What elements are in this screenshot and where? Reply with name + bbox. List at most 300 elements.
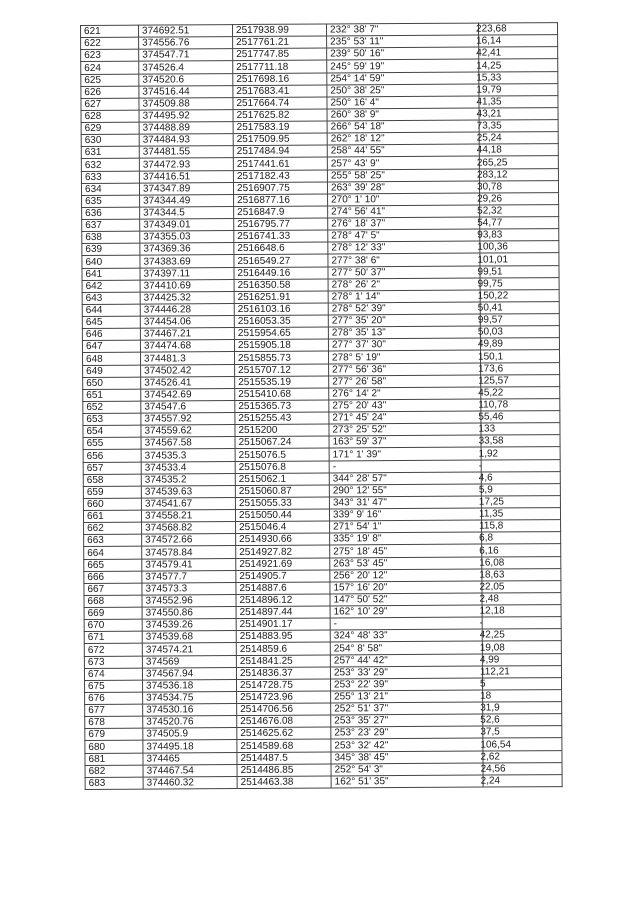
y-coordinate-cell: 2515410.68 xyxy=(235,388,329,401)
point-number-cell: 637 xyxy=(82,219,140,231)
distance-cell xyxy=(480,689,562,702)
point-number-cell: 633 xyxy=(81,171,139,183)
y-coordinate-cell: 2516549.27 xyxy=(234,254,328,267)
azimuth-cell: 250° 38' 25" xyxy=(327,84,479,97)
x-coordinate-cell: 374558.21 xyxy=(141,510,235,523)
y-coordinate-cell: 2514487.5 xyxy=(237,751,331,764)
point-number-cell: 651 xyxy=(83,389,141,401)
distance-value: 99,75 xyxy=(477,278,503,290)
azimuth-cell: 262° 18' 12" xyxy=(327,132,479,145)
azimuth-cell: 324° 48' 33" xyxy=(330,629,482,642)
y-coordinate-cell: 2514841.25 xyxy=(236,654,330,667)
y-coordinate-cell: 2514723.96 xyxy=(237,691,331,704)
azimuth-cell: 276° 14' 2" xyxy=(329,387,481,400)
distance-cell xyxy=(478,471,560,484)
x-coordinate-cell: 374484.93 xyxy=(139,134,233,147)
distance-value: 2,62 xyxy=(480,751,500,763)
y-coordinate-cell: 2514883.95 xyxy=(236,630,330,643)
azimuth-cell: 270° 1' 10" xyxy=(328,193,480,206)
point-number-cell: 626 xyxy=(81,86,139,98)
x-coordinate-cell: 374446.28 xyxy=(140,303,234,316)
y-coordinate-cell: 2514897.44 xyxy=(236,606,330,619)
azimuth-cell: 277° 38' 6" xyxy=(328,253,480,266)
distance-value: 50,03 xyxy=(477,326,503,338)
y-coordinate-cell: 2516053.35 xyxy=(234,315,328,328)
point-number-cell: 667 xyxy=(84,583,142,595)
distance-cell xyxy=(477,350,559,363)
azimuth-cell: 252° 51' 37" xyxy=(331,702,483,715)
y-coordinate-cell: 2514896.12 xyxy=(236,594,330,607)
azimuth-cell: 257° 44' 42" xyxy=(330,654,482,667)
y-coordinate-cell: 2514905.7 xyxy=(236,570,330,583)
y-coordinate-cell: 2515076.8 xyxy=(235,460,329,473)
distance-value: 52,6 xyxy=(480,714,500,726)
point-number-cell: 645 xyxy=(82,316,140,328)
distance-cell xyxy=(478,362,560,375)
distance-cell xyxy=(478,435,560,448)
y-coordinate-cell: 2516907.75 xyxy=(233,182,327,195)
y-coordinate-cell: 2516251.91 xyxy=(234,291,328,304)
y-coordinate-cell: 2514463.38 xyxy=(237,776,331,789)
distance-cell xyxy=(478,495,560,508)
x-coordinate-cell: 374474.68 xyxy=(140,340,234,353)
distance-value: 25,24 xyxy=(476,132,502,144)
point-number-cell: 628 xyxy=(81,110,139,122)
point-number-cell: 647 xyxy=(82,340,140,352)
distance-cell xyxy=(479,580,561,593)
x-coordinate-cell: 374692.51 xyxy=(139,25,233,38)
distance-value: 42,41 xyxy=(476,47,502,59)
distance-value: 37,5 xyxy=(480,726,500,738)
distance-cell xyxy=(479,605,561,618)
distance-cell xyxy=(479,556,561,569)
point-number-cell: 679 xyxy=(85,728,143,740)
distance-value: 33,58 xyxy=(478,435,504,447)
x-coordinate-cell: 374454.06 xyxy=(140,316,234,329)
point-number-cell: 644 xyxy=(82,304,140,316)
azimuth-cell: 271° 54' 1" xyxy=(330,520,482,533)
distance-cell xyxy=(480,702,562,715)
y-coordinate-cell: 2514676.08 xyxy=(237,715,331,728)
x-coordinate-cell: 374526.41 xyxy=(141,376,235,389)
distance-value: 22,05 xyxy=(479,581,505,593)
point-number-cell: 660 xyxy=(83,498,141,510)
distance-cell xyxy=(477,192,559,205)
distance-value: 150,22 xyxy=(477,290,509,302)
distance-value: - xyxy=(479,617,484,629)
point-number-cell: 658 xyxy=(83,474,141,486)
y-coordinate-cell: 2514927.82 xyxy=(236,545,330,558)
y-coordinate-cell: 2517509.95 xyxy=(233,133,327,146)
x-coordinate-cell: 374557.92 xyxy=(141,413,235,426)
y-coordinate-cell: 2515905.18 xyxy=(234,339,328,352)
distance-cell xyxy=(479,520,561,533)
x-coordinate-cell: 374556.76 xyxy=(139,37,233,50)
x-coordinate-cell: 374349.01 xyxy=(140,219,234,232)
x-coordinate-cell: 374534.75 xyxy=(143,691,237,704)
x-coordinate-cell: 374344.49 xyxy=(140,194,234,207)
azimuth-cell: 271° 45' 24" xyxy=(329,411,481,424)
point-number-cell: 621 xyxy=(81,25,139,37)
distance-cell xyxy=(477,301,559,314)
azimuth-cell: 335° 19' 8" xyxy=(330,532,482,545)
distance-value: 150,1 xyxy=(477,350,504,363)
y-coordinate-cell: 2515954.65 xyxy=(234,327,328,340)
distance-cell xyxy=(479,653,561,666)
y-coordinate-cell: 2516795.77 xyxy=(234,218,328,231)
y-coordinate-cell: 2514728.75 xyxy=(236,679,330,692)
azimuth-cell: 157° 16' 20" xyxy=(330,581,482,594)
distance-value: 17,25 xyxy=(478,496,504,508)
distance-cell xyxy=(476,71,558,84)
distance-cell xyxy=(477,217,559,230)
distance-cell xyxy=(476,107,558,120)
point-number-cell: 656 xyxy=(83,450,141,462)
x-coordinate-cell: 374539.63 xyxy=(141,485,235,498)
point-number-cell: 635 xyxy=(82,195,140,207)
azimuth-cell: 278° 26' 2" xyxy=(328,278,480,291)
x-coordinate-cell: 374547.6 xyxy=(141,400,235,413)
x-coordinate-cell: 374533.4 xyxy=(141,461,235,474)
point-number-cell: 665 xyxy=(84,559,142,571)
distance-value: 16,08 xyxy=(479,557,505,569)
distance-cell xyxy=(480,738,562,751)
point-number-cell: 653 xyxy=(83,413,141,425)
x-coordinate-cell: 374541.67 xyxy=(141,497,235,510)
azimuth-cell: 254° 8' 58" xyxy=(330,641,482,654)
azimuth-cell: 250° 16' 4" xyxy=(327,96,479,109)
distance-cell xyxy=(476,156,558,169)
distance-value: 133 xyxy=(478,423,496,435)
distance-value: 16,14 xyxy=(476,35,502,47)
distance-value: 283,12 xyxy=(476,169,508,181)
distance-cell xyxy=(476,144,558,157)
distance-value: 43,21 xyxy=(476,108,502,120)
distance-cell xyxy=(479,629,561,642)
x-coordinate-cell: 374569 xyxy=(142,655,236,668)
point-number-cell: 648 xyxy=(83,353,141,365)
distance-cell xyxy=(477,277,559,290)
distance-cell xyxy=(480,726,562,739)
distance-cell xyxy=(479,677,561,690)
azimuth-cell: 278° 1' 14" xyxy=(328,290,480,303)
distance-value: 29,26 xyxy=(477,193,503,205)
point-number-cell: 630 xyxy=(81,134,139,146)
azimuth-cell: 253° 23' 29" xyxy=(331,726,483,739)
x-coordinate-cell: 374509.88 xyxy=(139,97,233,110)
distance-value: 42,25 xyxy=(479,629,505,641)
x-coordinate-cell: 374383.69 xyxy=(140,255,234,268)
distance-cell xyxy=(480,774,562,787)
x-coordinate-cell: 374460.32 xyxy=(143,776,237,789)
y-coordinate-cell: 2516648.6 xyxy=(234,242,328,255)
point-number-cell: 655 xyxy=(83,437,141,449)
x-coordinate-cell: 374369.36 xyxy=(140,243,234,256)
distance-value: 50,41 xyxy=(477,302,503,314)
distance-value: 18 xyxy=(480,690,492,702)
x-coordinate-cell: 374550.86 xyxy=(142,607,236,620)
point-number-cell: 678 xyxy=(85,716,143,728)
y-coordinate-cell: 2514901.17 xyxy=(236,618,330,631)
x-coordinate-cell: 374552.96 xyxy=(142,594,236,607)
distance-value: 55,46 xyxy=(478,411,504,423)
x-coordinate-cell: 374467.21 xyxy=(140,328,234,341)
distance-cell xyxy=(477,289,559,302)
azimuth-cell: 258° 44' 55" xyxy=(327,144,479,157)
distance-value: 110,78 xyxy=(478,399,509,411)
distance-value: 31,9 xyxy=(480,702,500,714)
point-number-cell: 659 xyxy=(83,486,141,498)
distance-cell xyxy=(477,241,559,254)
azimuth-cell: 277° 26' 58" xyxy=(329,375,481,388)
distance-cell xyxy=(478,508,560,521)
point-number-cell: 634 xyxy=(81,183,139,195)
azimuth-cell: 147° 50' 52" xyxy=(330,593,482,606)
distance-value: 99,51 xyxy=(477,266,503,278)
azimuth-cell: 253° 22' 39" xyxy=(330,678,482,691)
distance-value: 15,33 xyxy=(476,72,502,84)
point-number-cell: 636 xyxy=(82,207,140,219)
azimuth-cell: - xyxy=(330,617,482,630)
y-coordinate-cell: 2517664.74 xyxy=(233,97,327,110)
y-coordinate-cell: 2515076.5 xyxy=(235,448,329,461)
x-coordinate-cell: 374472.93 xyxy=(139,158,233,171)
point-number-cell: 632 xyxy=(81,159,139,171)
y-coordinate-cell: 2517182.43 xyxy=(233,169,327,182)
point-number-cell: 622 xyxy=(81,37,139,49)
x-coordinate-cell: 374539.26 xyxy=(142,619,236,632)
x-coordinate-cell: 374526.4 xyxy=(139,61,233,74)
azimuth-cell: 339° 9' 16" xyxy=(329,508,481,521)
point-number-cell: 649 xyxy=(83,365,141,377)
y-coordinate-cell: 2517625.82 xyxy=(233,109,327,122)
distance-cell xyxy=(476,180,558,193)
distance-cell xyxy=(480,714,562,727)
azimuth-cell: 275° 20' 43" xyxy=(329,399,481,412)
distance-value: 112,21 xyxy=(479,666,510,678)
azimuth-cell: 275° 18' 45" xyxy=(330,544,482,557)
distance-value: 4,99 xyxy=(479,654,500,666)
azimuth-cell: 276° 18' 37" xyxy=(328,217,480,230)
distance-cell xyxy=(477,204,559,217)
y-coordinate-cell: 2515255.43 xyxy=(235,412,329,425)
y-coordinate-cell: 2517683.41 xyxy=(233,85,327,98)
point-number-cell: 662 xyxy=(84,522,142,534)
distance-value: 18,63 xyxy=(479,569,505,581)
x-coordinate-cell: 374355.03 xyxy=(140,231,234,244)
azimuth-cell: 273° 25' 52" xyxy=(329,423,481,436)
distance-value: 173,6 xyxy=(478,363,504,375)
point-number-cell: 627 xyxy=(81,98,139,110)
point-number-cell: 657 xyxy=(83,462,141,474)
y-coordinate-cell: 2514921.69 xyxy=(236,557,330,570)
azimuth-cell: 277° 35' 20" xyxy=(328,314,480,327)
y-coordinate-cell: 2515535.19 xyxy=(235,376,329,389)
azimuth-cell: 232° 38' 7" xyxy=(326,23,478,36)
distance-value: 265,25 xyxy=(476,156,508,169)
distance-value: 223,68 xyxy=(475,23,507,35)
point-number-cell: 639 xyxy=(82,243,140,255)
point-number-cell: 674 xyxy=(84,668,142,680)
x-coordinate-cell: 374567.94 xyxy=(142,667,236,680)
y-coordinate-cell: 2514930.66 xyxy=(236,533,330,546)
distance-cell xyxy=(479,617,561,630)
distance-cell xyxy=(476,59,558,72)
point-number-cell: 683 xyxy=(85,777,143,789)
y-coordinate-cell: 2517583.19 xyxy=(233,121,327,134)
distance-cell xyxy=(476,120,558,133)
distance-value: 4,6 xyxy=(478,472,493,484)
y-coordinate-cell: 2516449.16 xyxy=(234,266,328,279)
azimuth-cell: 245° 59' 19" xyxy=(327,59,479,72)
point-number-cell: 675 xyxy=(85,680,143,692)
point-number-cell: 641 xyxy=(82,268,140,280)
y-coordinate-cell: 2514625.62 xyxy=(237,727,331,740)
x-coordinate-cell: 374467.54 xyxy=(143,764,237,777)
y-coordinate-cell: 2515707.12 xyxy=(235,363,329,376)
y-coordinate-cell: 2517698.16 xyxy=(233,72,327,85)
x-coordinate-cell: 374520.76 xyxy=(143,716,237,729)
point-number-cell: 642 xyxy=(82,280,140,292)
azimuth-cell: - xyxy=(329,460,481,473)
y-coordinate-cell: 2515365.73 xyxy=(235,400,329,413)
distance-value: 44,18 xyxy=(476,144,502,156)
azimuth-cell: 255° 13' 21" xyxy=(331,690,483,703)
y-coordinate-cell: 2517938.99 xyxy=(233,24,327,37)
distance-value: 14,25 xyxy=(476,59,502,72)
distance-cell xyxy=(478,423,560,436)
x-coordinate-cell: 374542.69 xyxy=(141,388,235,401)
y-coordinate-cell: 2514836.37 xyxy=(236,667,330,680)
distance-cell xyxy=(477,265,559,278)
y-coordinate-cell: 2515055.33 xyxy=(235,497,329,510)
y-coordinate-cell: 2516847.9 xyxy=(234,206,328,219)
distance-value: 45,22 xyxy=(478,387,504,399)
x-coordinate-cell: 374481.55 xyxy=(139,146,233,159)
point-number-cell: 625 xyxy=(81,74,139,86)
x-coordinate-cell: 374577.7 xyxy=(142,570,236,583)
y-coordinate-cell: 2514706.56 xyxy=(237,703,331,716)
distance-cell xyxy=(476,35,558,48)
azimuth-cell: 256° 20' 12" xyxy=(330,569,482,582)
point-number-cell: 631 xyxy=(81,146,139,158)
point-number-cell: 680 xyxy=(85,741,143,753)
point-number-cell: 673 xyxy=(84,656,142,668)
distance-value: 6,16 xyxy=(479,544,499,557)
distance-cell xyxy=(476,47,558,60)
distance-value: 24,56 xyxy=(480,763,506,775)
x-coordinate-cell: 374502.42 xyxy=(141,364,235,377)
x-coordinate-cell: 374559.62 xyxy=(141,425,235,438)
x-coordinate-cell: 374567.58 xyxy=(141,437,235,450)
azimuth-cell: 235° 53' 11" xyxy=(327,35,479,48)
distance-value: 101,01 xyxy=(477,253,509,266)
distance-cell xyxy=(476,95,558,108)
y-coordinate-cell: 2515855.73 xyxy=(235,351,329,364)
x-coordinate-cell: 374578.84 xyxy=(142,546,236,559)
distance-value: 1,92 xyxy=(478,447,499,460)
distance-cell xyxy=(479,665,561,678)
distance-cell xyxy=(480,762,562,775)
distance-value: 19,08 xyxy=(479,641,505,654)
distance-value: 2,24 xyxy=(480,775,501,787)
x-coordinate-cell: 374574.21 xyxy=(142,643,236,656)
point-number-cell: 623 xyxy=(81,49,139,61)
azimuth-cell: 278° 12' 33" xyxy=(328,241,480,254)
y-coordinate-cell: 2515062.1 xyxy=(235,473,329,486)
y-coordinate-cell: 2516741.33 xyxy=(234,230,328,243)
y-coordinate-cell: 2515067.24 xyxy=(235,436,329,449)
azimuth-cell: 263° 53' 45" xyxy=(330,557,482,570)
azimuth-cell: 344° 28' 57" xyxy=(329,472,481,485)
y-coordinate-cell: 2516350.58 xyxy=(234,279,328,292)
x-coordinate-cell: 374547.71 xyxy=(139,49,233,62)
distance-cell xyxy=(477,314,559,327)
x-coordinate-cell: 374495.18 xyxy=(143,740,237,753)
y-coordinate-cell: 2515060.87 xyxy=(235,485,329,498)
point-number-cell: 646 xyxy=(82,328,140,340)
azimuth-cell: 171° 1' 39" xyxy=(329,447,481,460)
x-coordinate-cell: 374425.32 xyxy=(140,291,234,304)
distance-value: 6,8 xyxy=(479,532,494,544)
distance-value: 106,54 xyxy=(480,738,512,751)
distance-value: 115,8 xyxy=(479,520,504,532)
distance-cell xyxy=(477,229,559,242)
y-coordinate-cell: 2515046.4 xyxy=(236,521,330,534)
distance-cell xyxy=(476,83,558,96)
x-coordinate-cell: 374416.51 xyxy=(139,170,233,183)
x-coordinate-cell: 374505.9 xyxy=(143,728,237,741)
x-coordinate-cell: 374410.69 xyxy=(140,279,234,292)
table-row xyxy=(85,774,562,789)
y-coordinate-cell: 2517761.21 xyxy=(233,36,327,49)
point-number-cell: 669 xyxy=(84,607,142,619)
x-coordinate-cell: 374573.3 xyxy=(142,582,236,595)
distance-value: 12,18 xyxy=(479,605,505,617)
distance-cell xyxy=(476,132,558,145)
distance-cell xyxy=(478,483,560,496)
azimuth-cell: 163° 59' 37" xyxy=(329,435,481,448)
x-coordinate-cell: 374397.11 xyxy=(140,267,234,280)
distance-value: 125,57 xyxy=(478,375,509,387)
azimuth-cell: 162° 10' 29" xyxy=(330,605,482,618)
azimuth-cell: 253° 32' 42" xyxy=(331,738,483,751)
point-number-cell: 652 xyxy=(83,401,141,413)
distance-cell xyxy=(479,592,561,605)
azimuth-cell: 253° 33' 29" xyxy=(330,666,482,679)
x-coordinate-cell: 374465 xyxy=(143,752,237,765)
y-coordinate-cell: 2514887.6 xyxy=(236,582,330,595)
azimuth-cell: 343° 31' 47" xyxy=(329,496,481,509)
distance-cell xyxy=(477,253,559,266)
azimuth-cell: 277° 37' 30" xyxy=(328,338,480,351)
point-number-cell: 629 xyxy=(81,122,139,134)
azimuth-cell: 253° 35' 27" xyxy=(331,714,483,727)
y-coordinate-cell: 2517484.94 xyxy=(233,145,327,158)
point-number-cell: 638 xyxy=(82,231,140,243)
y-coordinate-cell: 2514859.6 xyxy=(236,642,330,655)
point-number-cell: 661 xyxy=(83,510,141,522)
point-number-cell: 650 xyxy=(83,377,141,389)
distance-cell xyxy=(479,544,561,557)
y-coordinate-cell: 2516877.16 xyxy=(234,194,328,207)
point-number-cell: 663 xyxy=(84,534,142,546)
y-coordinate-cell: 2517711.18 xyxy=(233,60,327,73)
azimuth-cell: 239° 50' 16" xyxy=(327,47,479,60)
distance-value: 5,9 xyxy=(478,484,493,496)
point-number-cell: 654 xyxy=(83,425,141,437)
distance-value: 2,48 xyxy=(479,593,500,605)
